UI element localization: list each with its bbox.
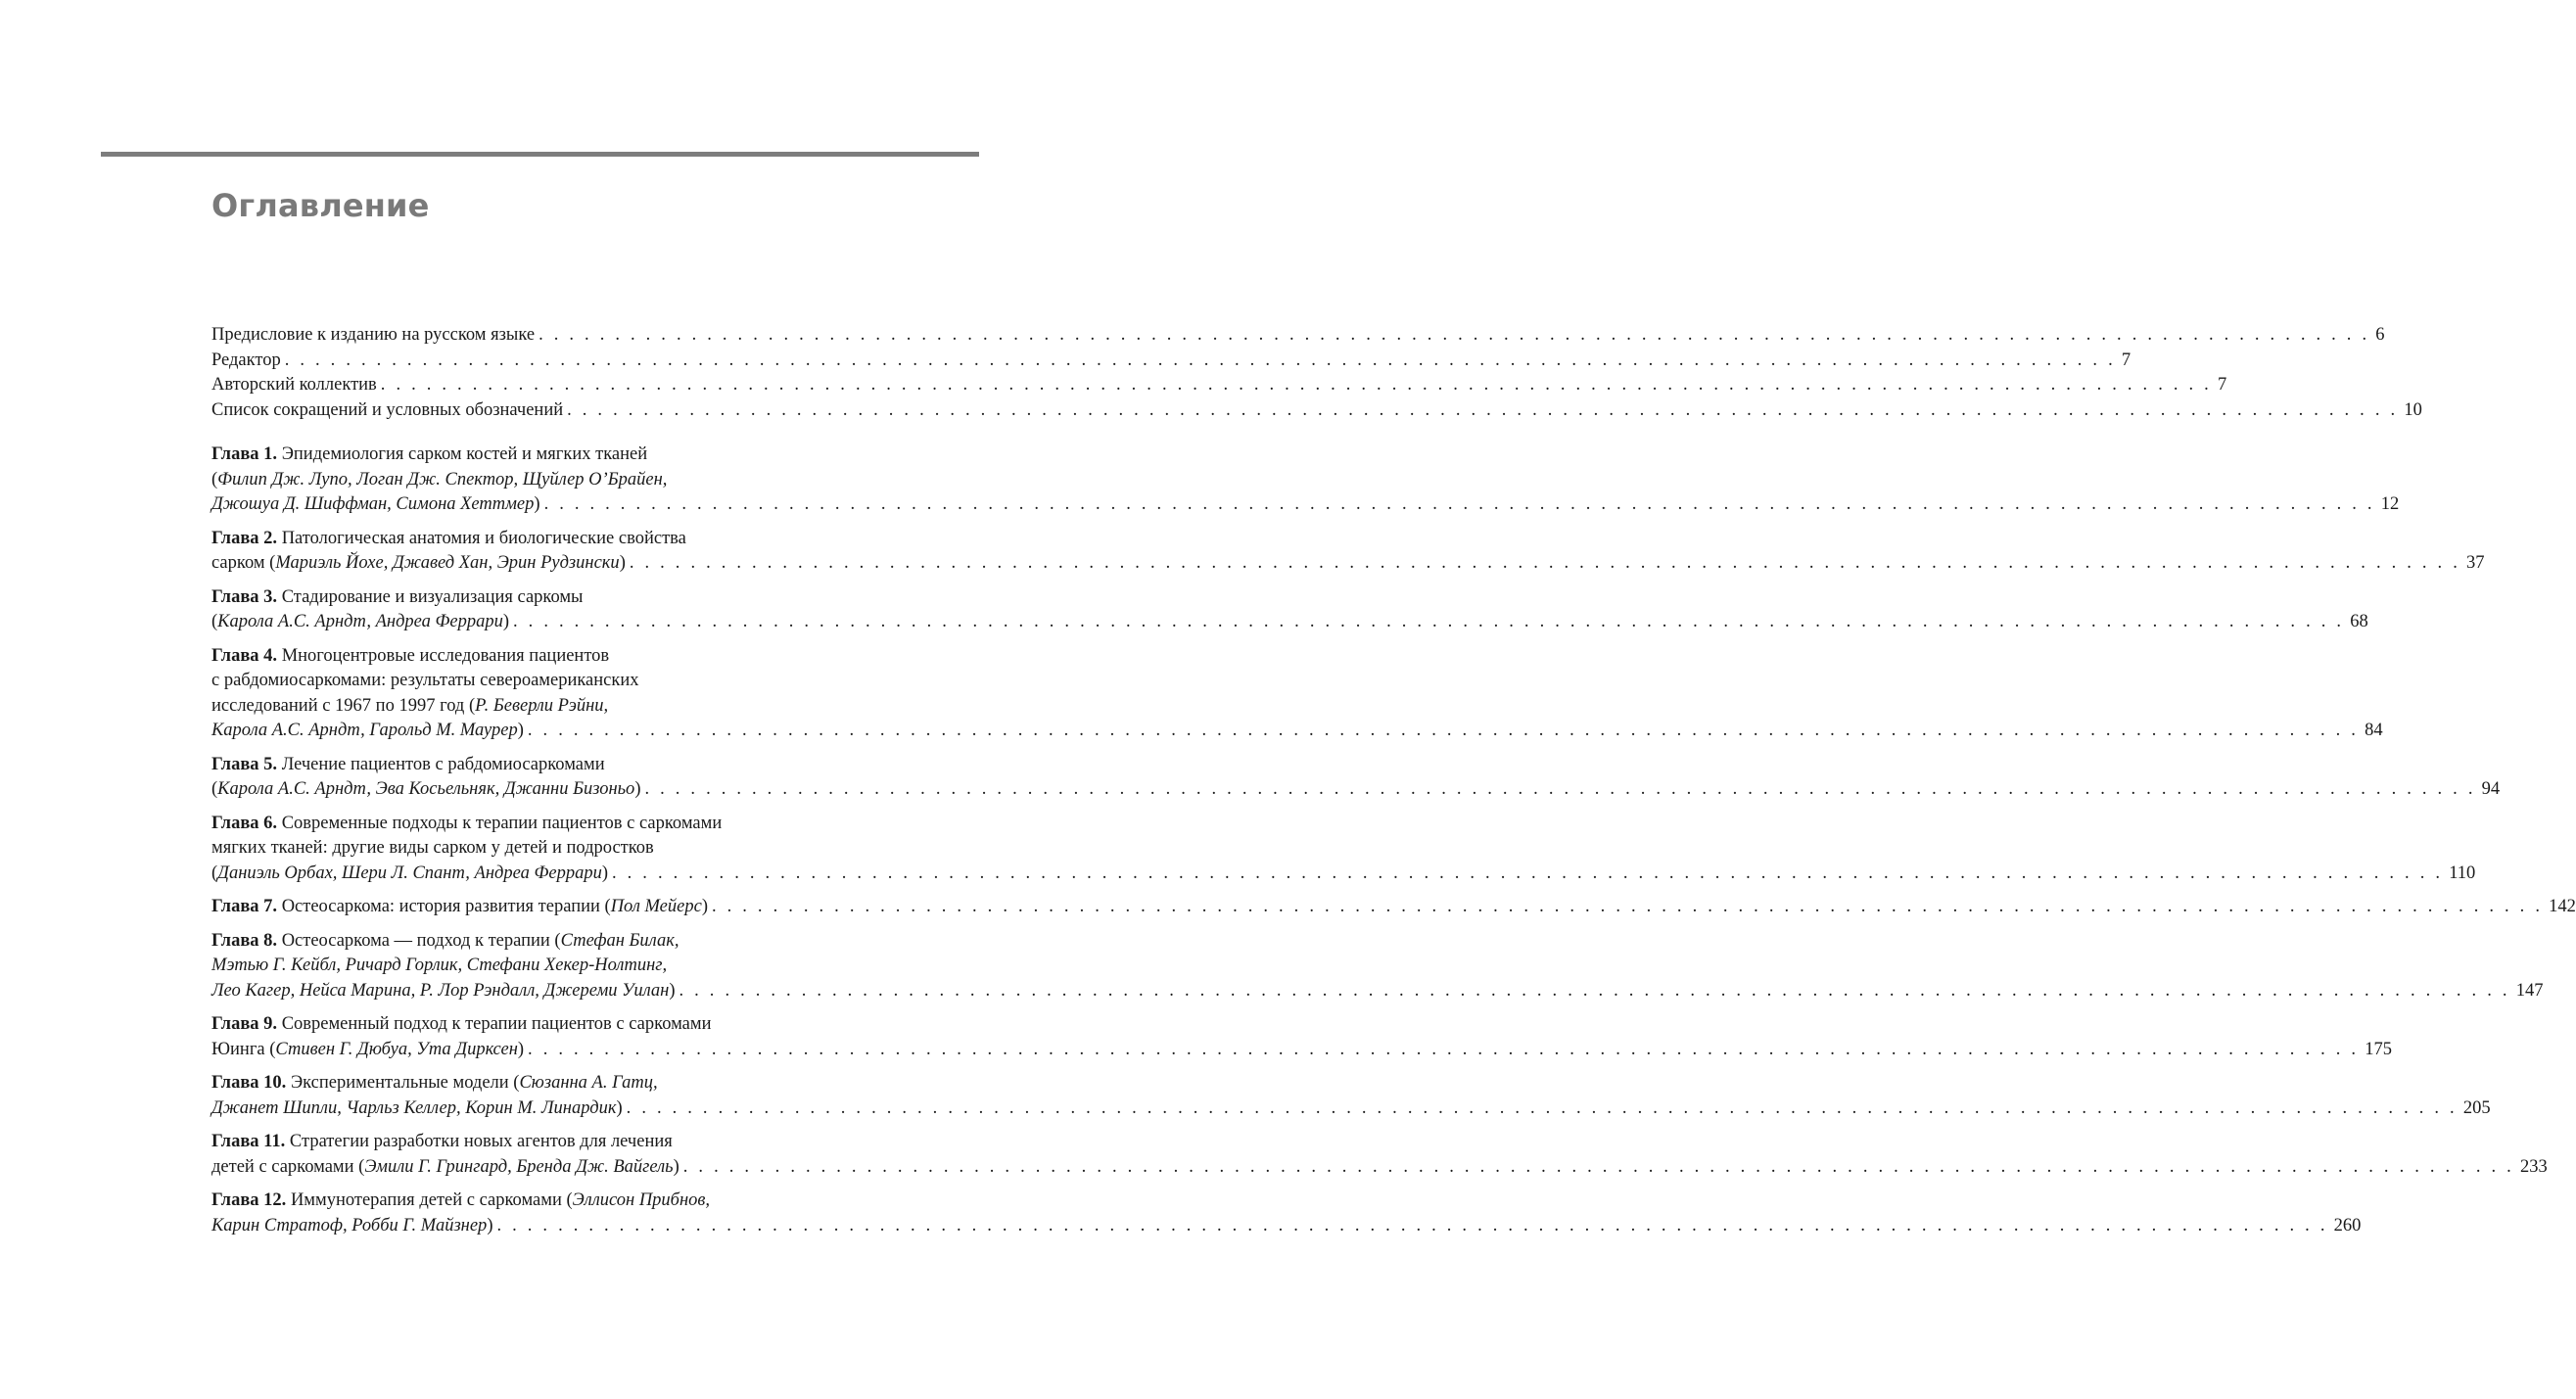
toc-entry-line — [211, 719, 2383, 744]
toc-chapter-entry[interactable] — [211, 443, 2400, 518]
toc-entry-line — [211, 929, 856, 955]
toc-entry-line — [211, 551, 2485, 577]
page-number: 142 — [2549, 897, 2576, 916]
toc-entry-line — [211, 585, 856, 611]
toc-entry[interactable] — [211, 323, 2385, 349]
toc-chapter-entry[interactable] — [211, 527, 2485, 577]
entry-text: Многоцентровые исследования пациентов — [277, 645, 610, 666]
chapter-list — [211, 443, 2576, 1238]
toc-entry-line — [211, 1012, 856, 1038]
entry-text: мягких тканей: другие виды сарком у детей и подростков — [211, 838, 654, 858]
page-number: 175 — [2365, 1039, 2392, 1059]
entry-text: ) — [669, 980, 676, 1001]
entry-authors: Джошуа Д. Шиффман, Симона Хеттмер — [211, 494, 535, 514]
dot-leader: . . . . . . . . . . . . . . . . . . . . . . . . . . . . . . . . . . . . . . . . . . . . . . . . . . . . . . . . . . . . . . . . . . . . . . . . . . . . . . . . . . . . . . . . . . . . . . . . . . . . . . . . . . . . . . . . . . . . . . . . — [644, 779, 2476, 799]
dot-leader: . . . . . . . . . . . . . . . . . . . . . . . . . . . . . . . . . . . . . . . . . . . . . . . . . . . . . . . . . . . . . . . . . . . . . . . . . . . . . . . . . . . . . . . . . . . . . . . . . . . . . . . . . . . . . . . . . . . . . . . . — [513, 612, 2345, 631]
dot-leader: . . . . . . . . . . . . . . . . . . . . . . . . . . . . . . . . . . . . . . . . . . . . . . . . . . . . . . . . . . . . . . . . . . . . . . . . . . . . . . . . . . . . . . . . . . . . . . . . . . . . . . . . . . . . . . . . . . . . . . . . — [284, 350, 2116, 370]
toc-entry-line — [211, 954, 856, 979]
page-title: Оглавление — [211, 187, 430, 224]
entry-text: Эпидемиология сарком костей и мягких тканей — [277, 444, 648, 464]
toc-entry-line — [211, 836, 856, 862]
toc-entry[interactable] — [211, 373, 2227, 398]
page-number: 7 — [2217, 375, 2227, 395]
toc-entry-line — [211, 468, 856, 493]
toc-entry-line — [211, 398, 2422, 424]
toc-entry-line — [211, 1214, 2362, 1239]
entry-text: Патологическая анатомия и биологические свойства — [277, 528, 686, 548]
page-number: 147 — [2515, 980, 2544, 1001]
toc-entry-line — [211, 349, 2131, 374]
toc-entry-line — [211, 527, 856, 552]
dot-leader: . . . . . . . . . . . . . . . . . . . . . . . . . . . . . . . . . . . . . . . . . . . . . . . . . . . . . . . . . . . . . . . . . . . . . . . . . . . . . . . . . . . . . . . . . . . . . . . . . . . . . . . . . . . . . . . . . . . . . . . . — [679, 980, 2510, 1001]
chapter-label: Глава 2. — [211, 528, 278, 548]
entry-authors: Мариэль Йохе, Джавед Хан, Эрин Рудзински — [275, 553, 620, 573]
dot-leader: . . . . . . . . . . . . . . . . . . . . . . . . . . . . . . . . . . . . . . . . . . . . . . . . . . . . . . . . . . . . . . . . . . . . . . . . . . . . . . . . . . . . . . . . . . . . . . . . . . . . . . . . . . . . . . . . . . . . . . . . — [527, 721, 2360, 740]
page-number: 68 — [2350, 612, 2368, 631]
entry-title — [211, 979, 676, 1004]
entry-authors: Р. Беверли Рэйни, — [475, 695, 609, 716]
entry-text: Современные подходы к терапии пациентов с саркомами — [277, 813, 723, 833]
toc-chapter-entry[interactable] — [211, 1130, 2548, 1180]
entry-text: с рабдомиосаркомами: результаты североамериканских — [211, 671, 639, 690]
top-rule — [101, 152, 979, 157]
toc-entry-line — [211, 443, 856, 468]
entry-text: ( — [211, 779, 218, 799]
entry-title — [211, 719, 524, 744]
toc-entry-line — [211, 644, 856, 670]
entry-title: Редактор — [211, 350, 281, 370]
chapter-label: Глава 11. — [211, 1132, 286, 1151]
entry-text: ) — [517, 721, 524, 740]
entry-authors: Карола А.С. Арндт, Гарольд М. Маурер — [211, 721, 518, 740]
chapter-label: Глава 5. — [211, 754, 278, 774]
page-number: 84 — [2365, 721, 2383, 740]
entry-authors: Филип Дж. Лупо, Логан Дж. Спектор, Щуйлер О’Брайен, — [217, 469, 668, 490]
toc-chapter-entry[interactable] — [211, 812, 2476, 887]
entry-text: Экспериментальные модели ( — [286, 1073, 520, 1093]
entry-authors: Карола А.С. Арндт, Андреа Феррари — [217, 612, 503, 631]
toc-entry-line — [211, 1189, 856, 1214]
toc-entry-line — [211, 610, 2368, 635]
entry-text: ( — [211, 612, 218, 631]
page-number: 12 — [2380, 494, 2400, 514]
table-of-contents — [211, 323, 2576, 1247]
toc-entry-line — [211, 1155, 2548, 1181]
entry-text: ( — [211, 863, 218, 883]
entry-title — [211, 895, 708, 920]
toc-entry-line — [211, 1130, 856, 1155]
toc-entry-line — [211, 1038, 2392, 1063]
page-number: 110 — [2449, 863, 2476, 883]
toc-chapter-entry[interactable] — [211, 895, 2576, 920]
page-number: 6 — [2375, 325, 2385, 345]
chapter-label: Глава 4. — [211, 645, 278, 666]
entry-authors: Даниэль Орбах, Шери Л. Спант, Андреа Феррари — [217, 863, 602, 883]
entry-text: ) — [534, 494, 540, 514]
dot-leader: . . . . . . . . . . . . . . . . . . . . . . . . . . . . . . . . . . . . . . . . . . . . . . . . . . . . . . . . . . . . . . . . . . . . . . . . . . . . . . . . . . . . . . . . . . . . . . . . . . . . . . . . . . . . . . . . . . . . . . . . — [543, 494, 2375, 514]
page-number: 94 — [2481, 779, 2501, 799]
page-number: 233 — [2519, 1156, 2548, 1177]
chapter-label: Глава 1. — [211, 444, 278, 464]
entry-text: Стадирование и визуализация саркомы — [277, 586, 584, 607]
entry-text: ) — [502, 612, 510, 631]
entry-title — [211, 1096, 623, 1122]
toc-chapter-entry[interactable] — [211, 929, 2544, 1004]
entry-authors: Мэтью Г. Кейбл, Ричард Горлик, Стефани Хекер-Нолтинг, — [211, 956, 668, 975]
entry-text: ) — [517, 1039, 525, 1059]
toc-entry[interactable] — [211, 398, 2422, 424]
chapter-label: Глава 3. — [211, 586, 278, 607]
toc-entry-line — [211, 492, 2400, 518]
entry-text: Лечение пациентов с рабдомиосаркомами — [277, 754, 605, 774]
entry-title — [211, 1214, 492, 1239]
chapter-label: Глава 9. — [211, 1014, 278, 1034]
entry-text: ) — [616, 1097, 623, 1118]
entry-text: Юинга ( — [211, 1039, 276, 1059]
entry-title: Авторский коллектив — [211, 375, 377, 395]
chapter-label: Глава 8. — [211, 930, 278, 951]
entry-text: Остеосаркома — подход к терапии ( — [277, 930, 561, 951]
dot-leader: . . . . . . . . . . . . . . . . . . . . . . . . . . . . . . . . . . . . . . . . . . . . . . . . . . . . . . . . . . . . . . . . . . . . . . . . . . . . . . . . . . . . . . . . . . . . . . . . . . . . . . . . . . . . . . . . . . . . . . . . — [380, 375, 2212, 395]
chapter-label: Глава 12. — [211, 1190, 287, 1210]
entry-authors: Пол Мейерс — [610, 897, 702, 916]
dot-leader: . . . . . . . . . . . . . . . . . . . . . . . . . . . . . . . . . . . . . . . . . . . . . . . . . . . . . . . . . . . . . . . . . . . . . . . . . . . . . . . . . . . . . . . . . . . . . . . . . . . . . . . . . . . . . . . . . . . . . . . . — [496, 1215, 2328, 1236]
entry-authors: Джанет Шипли, Чарльз Келлер, Корин М. Линардик — [211, 1097, 617, 1118]
entry-text: Стратегии разработки новых агентов для лечения — [285, 1132, 673, 1151]
page-number: 205 — [2462, 1097, 2491, 1118]
entry-text: Остеосаркома: история развития терапии ( — [277, 897, 611, 916]
entry-text: ) — [487, 1215, 493, 1236]
entry-title — [211, 610, 509, 635]
entry-authors: Карин Стратоф, Робби Г. Майзнер — [211, 1215, 488, 1236]
entry-text: ) — [619, 553, 626, 573]
entry-text: исследований с 1967 по 1997 год ( — [211, 695, 476, 716]
toc-entry-line — [211, 812, 856, 837]
dot-leader: . . . . . . . . . . . . . . . . . . . . . . . . . . . . . . . . . . . . . . . . . . . . . . . . . . . . . . . . . . . . . . . . . . . . . . . . . . . . . . . . . . . . . . . . . . . . . . . . . . . . . . . . . . . . . . . . . . . . . . . . — [626, 1097, 2458, 1118]
entry-text: ) — [601, 863, 608, 883]
toc-entry-line — [211, 373, 2227, 398]
entry-authors: Эмили Г. Грингард, Бренда Дж. Вайгель — [364, 1156, 674, 1177]
toc-entry-line — [211, 669, 856, 694]
entry-authors: Стефан Билак, — [560, 930, 679, 951]
entry-title — [211, 1155, 679, 1181]
entry-title — [211, 492, 540, 518]
dot-leader: . . . . . . . . . . . . . . . . . . . . . . . . . . . . . . . . . . . . . . . . . . . . . . . . . . . . . . . . . . . . . . . . . . . . . . . . . . . . . . . . . . . . . . . . . . . . . . . . . . . . . . . . . . . . . . . . . . . . . . . . — [711, 897, 2544, 916]
page-number: 37 — [2466, 553, 2485, 573]
toc-entry-line — [211, 777, 2501, 803]
toc-entry-line — [211, 694, 856, 720]
dot-leader: . . . . . . . . . . . . . . . . . . . . . . . . . . . . . . . . . . . . . . . . . . . . . . . . . . . . . . . . . . . . . . . . . . . . . . . . . . . . . . . . . . . . . . . . . . . . . . . . . . . . . . . . . . . . . . . . . . . . . . . . — [612, 863, 2444, 883]
entry-text: ) — [701, 897, 708, 916]
entry-authors: Сюзанна А. Гатц, — [519, 1073, 658, 1093]
page-number: 10 — [2404, 399, 2422, 420]
page-number: 260 — [2333, 1215, 2362, 1236]
dot-leader: . . . . . . . . . . . . . . . . . . . . . . . . . . . . . . . . . . . . . . . . . . . . . . . . . . . . . . . . . . . . . . . . . . . . . . . . . . . . . . . . . . . . . . . . . . . . . . . . . . . . . . . . . . . . . . . . . . . . . . . . — [567, 399, 2399, 420]
toc-entry-line — [211, 753, 856, 778]
toc-chapter-entry[interactable] — [211, 585, 2368, 635]
entry-title — [211, 862, 608, 887]
chapter-label: Глава 7. — [211, 897, 278, 916]
toc-entry-line — [211, 862, 2476, 887]
entry-title — [211, 551, 626, 577]
entry-authors: Карола А.С. Арндт, Эва Косьельняк, Джанни Бизоньо — [217, 779, 635, 799]
toc-chapter-entry[interactable] — [211, 644, 2383, 744]
entry-title — [211, 1038, 524, 1063]
entry-authors: Лео Кагер, Нейса Марина, Р. Лор Рэндалл, Джереми Уилан — [211, 980, 670, 1001]
entry-text: Современный подход к терапии пациентов с саркомами — [277, 1014, 712, 1034]
entry-text: ) — [634, 779, 641, 799]
toc-entry-line — [211, 323, 2385, 349]
page-number: 7 — [2121, 350, 2131, 370]
toc-entry-line — [211, 895, 2576, 920]
entry-authors: Стивен Г. Дюбуа, Ута Дирксен — [275, 1039, 518, 1059]
entry-text: ) — [673, 1156, 679, 1177]
toc-entry-line — [211, 979, 2544, 1004]
chapter-label: Глава 6. — [211, 813, 278, 833]
entry-title: Список сокращений и условных обозначений — [211, 399, 564, 420]
toc-chapter-entry[interactable] — [211, 753, 2501, 803]
front-matter-list — [211, 323, 2422, 423]
entry-text: детей с саркомами ( — [211, 1156, 365, 1177]
dot-leader: . . . . . . . . . . . . . . . . . . . . . . . . . . . . . . . . . . . . . . . . . . . . . . . . . . . . . . . . . . . . . . . . . . . . . . . . . . . . . . . . . . . . . . . . . . . . . . . . . . . . . . . . . . . . . . . . . . . . . . . . — [528, 1039, 2360, 1059]
toc-entry-line — [211, 1071, 856, 1096]
entry-text: ( — [211, 469, 218, 490]
toc-chapter-entry[interactable] — [211, 1071, 2491, 1121]
entry-text: Иммунотерапия детей с саркомами ( — [286, 1190, 573, 1210]
dot-leader: . . . . . . . . . . . . . . . . . . . . . . . . . . . . . . . . . . . . . . . . . . . . . . . . . . . . . . . . . . . . . . . . . . . . . . . . . . . . . . . . . . . . . . . . . . . . . . . . . . . . . . . . . . . . . . . . . . . . . . . . — [539, 325, 2370, 345]
toc-entry-line — [211, 1096, 2491, 1122]
entry-text: сарком ( — [211, 553, 276, 573]
entry-title — [211, 777, 640, 803]
dot-leader: . . . . . . . . . . . . . . . . . . . . . . . . . . . . . . . . . . . . . . . . . . . . . . . . . . . . . . . . . . . . . . . . . . . . . . . . . . . . . . . . . . . . . . . . . . . . . . . . . . . . . . . . . . . . . . . . . . . . . . . . — [629, 553, 2461, 573]
entry-authors: Эллисон Прибнов, — [572, 1190, 711, 1210]
toc-entry[interactable] — [211, 349, 2131, 374]
toc-chapter-entry[interactable] — [211, 1012, 2392, 1062]
entry-title: Предисловие к изданию на русском языке — [211, 325, 536, 345]
toc-chapter-entry[interactable] — [211, 1189, 2362, 1238]
dot-leader: . . . . . . . . . . . . . . . . . . . . . . . . . . . . . . . . . . . . . . . . . . . . . . . . . . . . . . . . . . . . . . . . . . . . . . . . . . . . . . . . . . . . . . . . . . . . . . . . . . . . . . . . . . . . . . . . . . . . . . . . — [682, 1156, 2514, 1177]
chapter-label: Глава 10. — [211, 1073, 287, 1093]
